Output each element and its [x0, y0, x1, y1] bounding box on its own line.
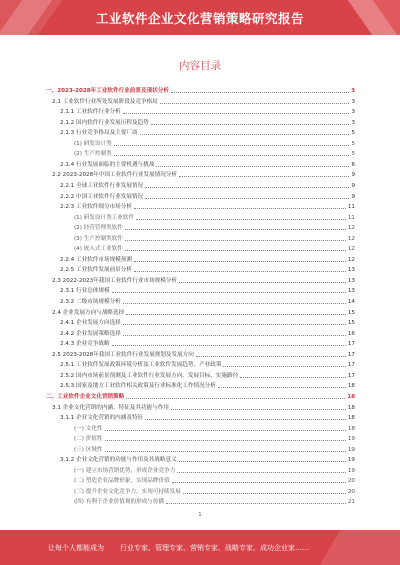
- toc-entry[interactable]: [60, 266, 355, 274]
- toc-entry[interactable]: [52, 309, 355, 317]
- toc-leader-dots: [134, 260, 346, 262]
- toc-entry[interactable]: [74, 435, 355, 443]
- toc-leader-dots: [172, 481, 346, 483]
- toc-leader-dots: [123, 334, 346, 336]
- toc-entry[interactable]: [60, 340, 355, 348]
- toc-entry-page: 18: [347, 383, 355, 390]
- toc-entry-title: (4) 嵌入式工业软件: [74, 246, 123, 253]
- toc-entry-page: 17: [347, 341, 355, 348]
- toc-entry-page: 12: [347, 256, 355, 263]
- toc-entry-title: 2.1.4 行业发展面临的主要机遇与挑战: [60, 161, 155, 168]
- toc-leader-dots: [140, 133, 350, 135]
- footer-decoration: [320, 530, 400, 565]
- toc-entry-page: 17: [347, 351, 355, 358]
- toc-entry-page: 9: [351, 182, 355, 189]
- toc-leader-dots: [166, 502, 346, 504]
- toc-entry-title: 2.1.3 行业竞争格局及主要厂商: [60, 130, 138, 137]
- toc-leader-dots: [179, 175, 349, 177]
- toc-entry[interactable]: [60, 414, 355, 422]
- toc-entry-title: 2.3.2 二级市场规模分析: [60, 299, 121, 305]
- toc-entry-title: (二) 塑造企业品牌形象，实现品牌价值: [74, 478, 170, 485]
- toc-entry-page: 17: [347, 362, 355, 369]
- toc-entry-page: 20: [347, 478, 355, 485]
- toc-leader-dots: [196, 355, 346, 357]
- toc-entry-page: 5: [351, 130, 355, 137]
- toc-entry-title: 2.4.2 企业发展策略选择: [60, 330, 121, 337]
- toc-entry-page: 5: [351, 151, 355, 158]
- toc-entry-title: 3.1 企业文化营销的内涵、特征及其功能与作用: [52, 404, 169, 411]
- toc-leader-dots: [136, 218, 346, 220]
- toc-entry-page: 18: [347, 393, 355, 400]
- toc-entry-title: (三) 区域性: [74, 446, 103, 453]
- toc-entry[interactable]: [52, 277, 355, 285]
- toc-entry[interactable]: [60, 182, 355, 190]
- toc-leader-dots: [134, 207, 346, 209]
- toc-entry-title: 3.1.1 企业文化营销的内涵及特征: [60, 415, 144, 422]
- toc-entry[interactable]: [60, 298, 355, 306]
- toc-entry[interactable]: [60, 161, 355, 169]
- toc-entry[interactable]: [52, 404, 355, 412]
- toc-entry-title: 2.2 2023-2028年中国工业软件行业发展情况分析: [52, 172, 178, 179]
- toc-entry[interactable]: [74, 488, 355, 496]
- toc-entry-title: 2.1.1 工业软件行业分析: [60, 109, 121, 116]
- toc-entry-title: 3.1.2 企业文化营销的功能与作用及其战略意义: [60, 457, 177, 464]
- toc-entry-title: (一) 建立市场营销优势，形成企业竞争力: [74, 467, 176, 474]
- toc-entry-title: (2) 生产控制类: [74, 151, 112, 158]
- toc-entry-title: 2.5.2 国内市场前景预测及工业软件行业发展方向、发展目标、实施路径: [60, 372, 239, 379]
- toc-entry-page: 12: [347, 246, 355, 253]
- toc-entry-title: (1) 研发设计类: [74, 140, 112, 147]
- report-title: 工业软件企业文化营销策略研究报告: [95, 11, 304, 26]
- toc-entry[interactable]: [60, 129, 355, 137]
- toc-leader-dots: [177, 471, 346, 473]
- toc-entry[interactable]: [74, 467, 355, 475]
- toc-entry[interactable]: [60, 330, 355, 338]
- toc-entry-title: (四) 有利于企业价值观的形成与传播: [74, 499, 165, 506]
- toc-entry[interactable]: [74, 245, 355, 253]
- toc-entry[interactable]: [74, 140, 355, 148]
- toc-leader-dots: [105, 439, 346, 441]
- toc-entry-title: 2.5.3 国家及地方工业软件相关政策及行业标准化工作情况分析: [60, 383, 216, 390]
- toc-entry-page: 13: [347, 288, 355, 295]
- toc-entry-page: 3: [351, 98, 355, 105]
- toc-entry[interactable]: [74, 150, 355, 158]
- toc-entry-title: 2.2.1 全球工业软件行业发展情况: [60, 182, 144, 189]
- toc-leader-dots: [105, 429, 346, 431]
- toc-entry-page: 19: [347, 446, 355, 453]
- toc-entry-title: 2.2.5 工业软件发展前景分析: [60, 267, 132, 274]
- toc-entry-page: 3: [351, 88, 355, 94]
- toc-entry-page: 5: [351, 140, 355, 147]
- toc-leader-dots: [160, 102, 350, 104]
- toc-entry-title: 2.1 工业软件行业所处发展阶段及竞争格局: [52, 98, 158, 105]
- toc-entry-title: 2.5.1 工业软件发展政策环境分析及工业软件发展趋势，产业政策: [60, 362, 222, 369]
- toc-leader-dots: [125, 239, 346, 241]
- toc-entry[interactable]: [52, 351, 355, 359]
- toc-entry[interactable]: [60, 361, 355, 369]
- toc-entry[interactable]: [74, 235, 355, 243]
- toc-entry-page: 17: [347, 372, 355, 379]
- toc-entry[interactable]: [60, 119, 355, 127]
- toc-entry-title: 2.3 2022-2023年我国工业软件行业市场规模分析: [52, 277, 178, 284]
- toc-leader-dots: [171, 91, 349, 93]
- toc-leader-dots: [171, 408, 346, 410]
- toc-entry-title: 2.5 2023-2028年我国工业软件行业发展规划及发展方向: [52, 351, 194, 358]
- page-number: 1: [198, 512, 202, 518]
- toc-entry-page: 19: [347, 457, 355, 464]
- toc-entry-page: 3: [351, 119, 355, 126]
- toc-leader-dots: [105, 450, 346, 452]
- toc-entry-page: 3: [351, 109, 355, 116]
- toc-entry-title: (三) 提升企业文化竞争力，实现可持续发展: [74, 488, 181, 495]
- toc-entry-page: 18: [347, 404, 355, 411]
- toc-leader-dots: [112, 344, 346, 346]
- toc-entry-title: (3) 生产控制类软件: [74, 235, 123, 242]
- toc-leader-dots: [179, 460, 346, 462]
- toc-heading: 内容目录: [179, 60, 221, 72]
- toc-entry[interactable]: [60, 319, 355, 327]
- footer-slogan-left: 让每个人都能成为: [48, 544, 104, 552]
- toc-entry[interactable]: [60, 193, 355, 201]
- toc-entry-page: 18: [347, 425, 355, 432]
- toc-entry[interactable]: [60, 287, 355, 295]
- toc-leader-dots: [218, 386, 346, 388]
- toc-entry[interactable]: [46, 393, 355, 401]
- toc-leader-dots: [123, 112, 350, 114]
- toc-entry[interactable]: [74, 498, 355, 506]
- toc-leader-dots: [123, 302, 346, 304]
- toc-entry-page: 19: [347, 467, 355, 474]
- toc-entry-page: 9: [351, 172, 355, 179]
- toc-leader-dots: [123, 323, 346, 325]
- toc-entry[interactable]: [60, 372, 355, 380]
- toc-entry[interactable]: [74, 214, 355, 222]
- toc-leader-dots: [145, 197, 349, 199]
- toc-entry-title: (1) 研发设计类工业软件: [74, 214, 135, 221]
- toc-entry-title: 2.4.1 企业发展方向选择: [60, 320, 121, 327]
- toc-leader-dots: [114, 154, 350, 156]
- toc-entry[interactable]: [60, 108, 355, 116]
- toc-entry-page: 20: [347, 488, 355, 495]
- toc-entry-page: 13: [347, 267, 355, 274]
- toc-entry-page: 13: [347, 277, 355, 284]
- toc-entry[interactable]: [52, 98, 355, 106]
- toc-entry-page: 11: [347, 214, 355, 221]
- toc-entry-title: 2.3.1 行业总体规模: [60, 288, 110, 295]
- toc-entry-page: 21: [347, 499, 355, 506]
- toc-entry-title: 2.2.4 工业软件市场规模预测: [60, 256, 132, 263]
- toc-leader-dots: [240, 376, 346, 378]
- toc-entry-title: 一、2023-2028年工业软件行业前景及现状分析: [46, 88, 169, 94]
- toc-leader-dots: [125, 249, 346, 251]
- toc-leader-dots: [112, 291, 346, 293]
- toc-entry-page: 12: [347, 235, 355, 242]
- toc-entry[interactable]: [46, 87, 355, 95]
- toc-entry-page: 11: [347, 204, 355, 211]
- toc-entry-page: 14: [347, 299, 355, 305]
- toc-leader-dots: [145, 418, 346, 420]
- toc-entry-page: 6: [351, 161, 355, 168]
- toc-entry-page: 12: [347, 225, 355, 232]
- toc-leader-dots: [223, 365, 345, 367]
- toc-leader-dots: [125, 228, 346, 230]
- toc-entry-page: 15: [347, 320, 355, 327]
- toc-entry[interactable]: [52, 171, 355, 179]
- toc-leader-dots: [183, 492, 346, 494]
- toc-leader-dots: [126, 397, 345, 399]
- toc-entry[interactable]: [60, 203, 355, 211]
- toc-entry[interactable]: [74, 477, 355, 485]
- toc-entry-title: 2.4.3 企业竞争战略: [60, 341, 110, 348]
- toc-leader-dots: [156, 165, 349, 167]
- toc-entry[interactable]: [60, 382, 355, 390]
- toc-entry-title: 2.2.2 中国工业软件行业发展情况: [60, 193, 144, 200]
- toc-leader-dots: [179, 281, 346, 283]
- toc-entry-title: 二、工业软件企业文化营销策略: [46, 393, 125, 400]
- report-header-banner: [0, 0, 400, 35]
- footer-slogan-right: 行业专家、管理专家、营销专家、战略专家、成功企业家……: [120, 544, 309, 552]
- toc-entry-page: 15: [347, 309, 355, 316]
- footer-banner: [0, 530, 400, 565]
- toc-entry[interactable]: [74, 224, 355, 232]
- toc-entry[interactable]: [74, 446, 355, 454]
- toc-entry-title: 2.4 企业发展方向与战略选择: [52, 309, 125, 316]
- toc-entry-title: (一) 文化性: [74, 425, 103, 432]
- toc-leader-dots: [151, 123, 350, 125]
- toc-entry-page: 9: [351, 193, 355, 200]
- toc-entry[interactable]: [60, 456, 355, 464]
- toc-entry[interactable]: [74, 425, 355, 433]
- toc-entry-page: 19: [347, 436, 355, 443]
- toc-entry-title: 2.1.2 国内软件行业发展历程及趋势: [60, 119, 149, 126]
- toc-entry-title: (二) 价值性: [74, 436, 103, 443]
- toc-entry-title: 2.2.3 工业软件细分市场分析: [60, 204, 132, 211]
- toc-entry[interactable]: [60, 256, 355, 264]
- toc-leader-dots: [126, 313, 346, 315]
- toc-leader-dots: [114, 144, 350, 146]
- toc-leader-dots: [134, 270, 346, 272]
- toc-entry-title: (2) 经营管理类软件: [74, 225, 123, 232]
- toc-leader-dots: [145, 186, 349, 188]
- toc-entry-page: 16: [347, 330, 355, 337]
- toc-entry-page: 18: [347, 415, 355, 422]
